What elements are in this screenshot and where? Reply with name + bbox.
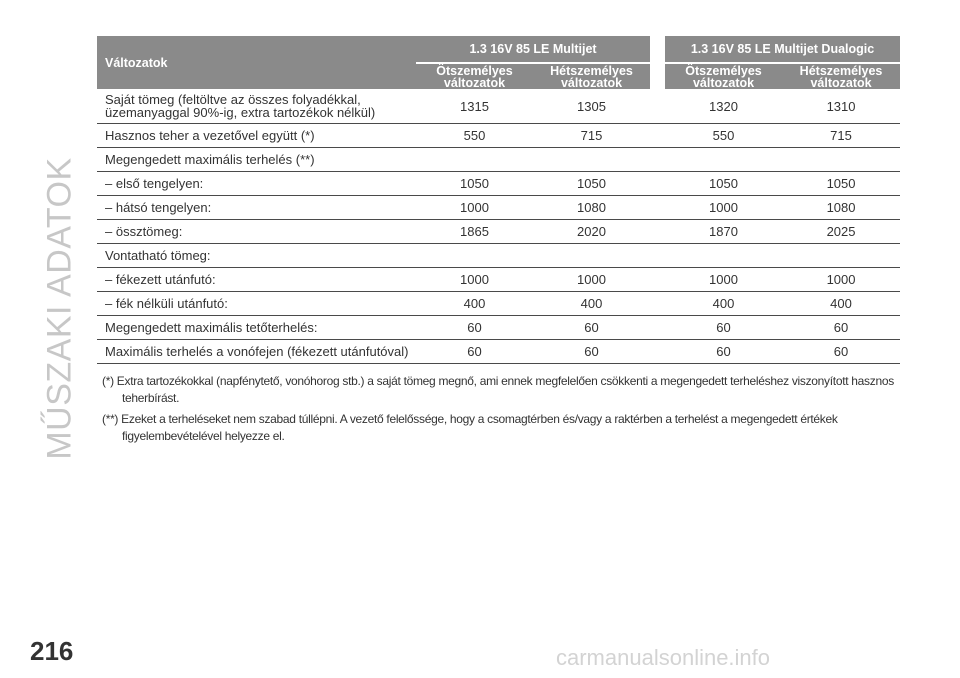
cell-value: 1865 [416,220,533,244]
cell-value [533,244,650,268]
footnote-double-asterisk: (**) Ezeket a terheléseket nem szabad túllépni. A vezető felelőssége, hogy a csomagtérben és/vagy a raktérben a terhelést a megengedett értékek figyelembevételével helyezze el. [102,412,838,443]
footnote-single-asterisk: (*) Extra tartozékokkal (napfénytető, vonóhorog stb.) a saját tömeg megnő, ami ennek megfelelően csökkenti a megengedett terheléshez viszonyított hasznos teherbírást. [102,374,894,405]
cell-value: 60 [533,316,650,340]
cell-value: 1050 [665,172,782,196]
cell-value: 1050 [533,172,650,196]
cell-value: 2020 [533,220,650,244]
table-row [97,340,900,364]
row-label: Vontatható tömeg: [97,244,416,268]
row-label: – össztömeg: [97,220,416,244]
cell-value: 1050 [416,172,533,196]
subheader-seven-seat-multijet: Hétszemélyes változatok [533,63,650,89]
table-row [97,172,900,196]
cell-value: 1050 [782,172,900,196]
header-gap [650,36,665,63]
table-row [97,148,900,172]
row-label: Megengedett maximális terhelés (**) [97,148,416,172]
weights-table-container [97,36,900,364]
footnotes [102,373,902,449]
cell-value [533,148,650,172]
cell-value: 2025 [782,220,900,244]
row-label: – fék nélküli utánfutó: [97,292,416,316]
subheader-five-seat-multijet: Ötszemélyes változatok [416,63,533,89]
cell-value: 1000 [416,268,533,292]
header-gap [650,63,665,89]
cell-value: 1080 [533,196,650,220]
section-side-title [36,38,84,578]
cell-value: 1080 [782,196,900,220]
cell-value: 1000 [665,268,782,292]
cell-value: 400 [665,292,782,316]
variant-column-header: Változatok [97,36,416,89]
cell-value: 550 [665,124,782,148]
row-label: – első tengelyen: [97,172,416,196]
cell-value: 400 [533,292,650,316]
cell-value: 1320 [665,89,782,124]
table-row [97,268,900,292]
weights-table [97,36,900,364]
cell-value: 400 [782,292,900,316]
subheader-seven-seat-dualogic: Hétszemélyes változatok [782,63,900,89]
cell-value: 715 [533,124,650,148]
cell-value [782,244,900,268]
row-label: Hasznos teher a vezetővel együtt (*) [97,124,416,148]
cell-value [665,148,782,172]
cell-value: 1000 [416,196,533,220]
cell-value: 1000 [782,268,900,292]
cell-value: 715 [782,124,900,148]
cell-value [416,244,533,268]
group-header-multijet: 1.3 16V 85 LE Multijet [416,36,650,63]
cell-value: 60 [416,316,533,340]
cell-value: 1870 [665,220,782,244]
cell-value: 60 [665,316,782,340]
cell-value: 60 [782,340,900,364]
cell-value: 60 [665,340,782,364]
cell-value: 400 [416,292,533,316]
group-header-dualogic: 1.3 16V 85 LE Multijet Dualogic [665,36,900,63]
table-row [97,244,900,268]
cell-value [416,148,533,172]
row-label: Saját tömeg (feltöltve az összes folyadékkal, üzemanyaggal 90%-ig, extra tartozékok nélkül) [97,89,416,124]
cell-value: 60 [782,316,900,340]
cell-value: 1000 [665,196,782,220]
cell-value: 1315 [416,89,533,124]
table-row [97,196,900,220]
row-label: – hátsó tengelyen: [97,196,416,220]
cell-value [665,244,782,268]
cell-value: 1305 [533,89,650,124]
table-row [97,89,900,124]
section-side-title-text: MŰSZAKI ADATOK [40,156,79,460]
table-row [97,124,900,148]
row-label: Maximális terhelés a vonófejen (fékezett utánfutóval) [97,340,416,364]
cell-value: 60 [416,340,533,364]
cell-value: 1000 [533,268,650,292]
page-number: 216 [30,636,74,666]
row-label: Megengedett maximális tetőterhelés: [97,316,416,340]
cell-value: 550 [416,124,533,148]
cell-value: 1310 [782,89,900,124]
subheader-five-seat-dualogic: Ötszemélyes változatok [665,63,782,89]
table-row [97,316,900,340]
cell-value: 60 [533,340,650,364]
watermark: carmanualsonline.info [556,645,771,670]
row-label: – fékezett utánfutó: [97,268,416,292]
cell-value [782,148,900,172]
table-row [97,292,900,316]
table-row [97,220,900,244]
